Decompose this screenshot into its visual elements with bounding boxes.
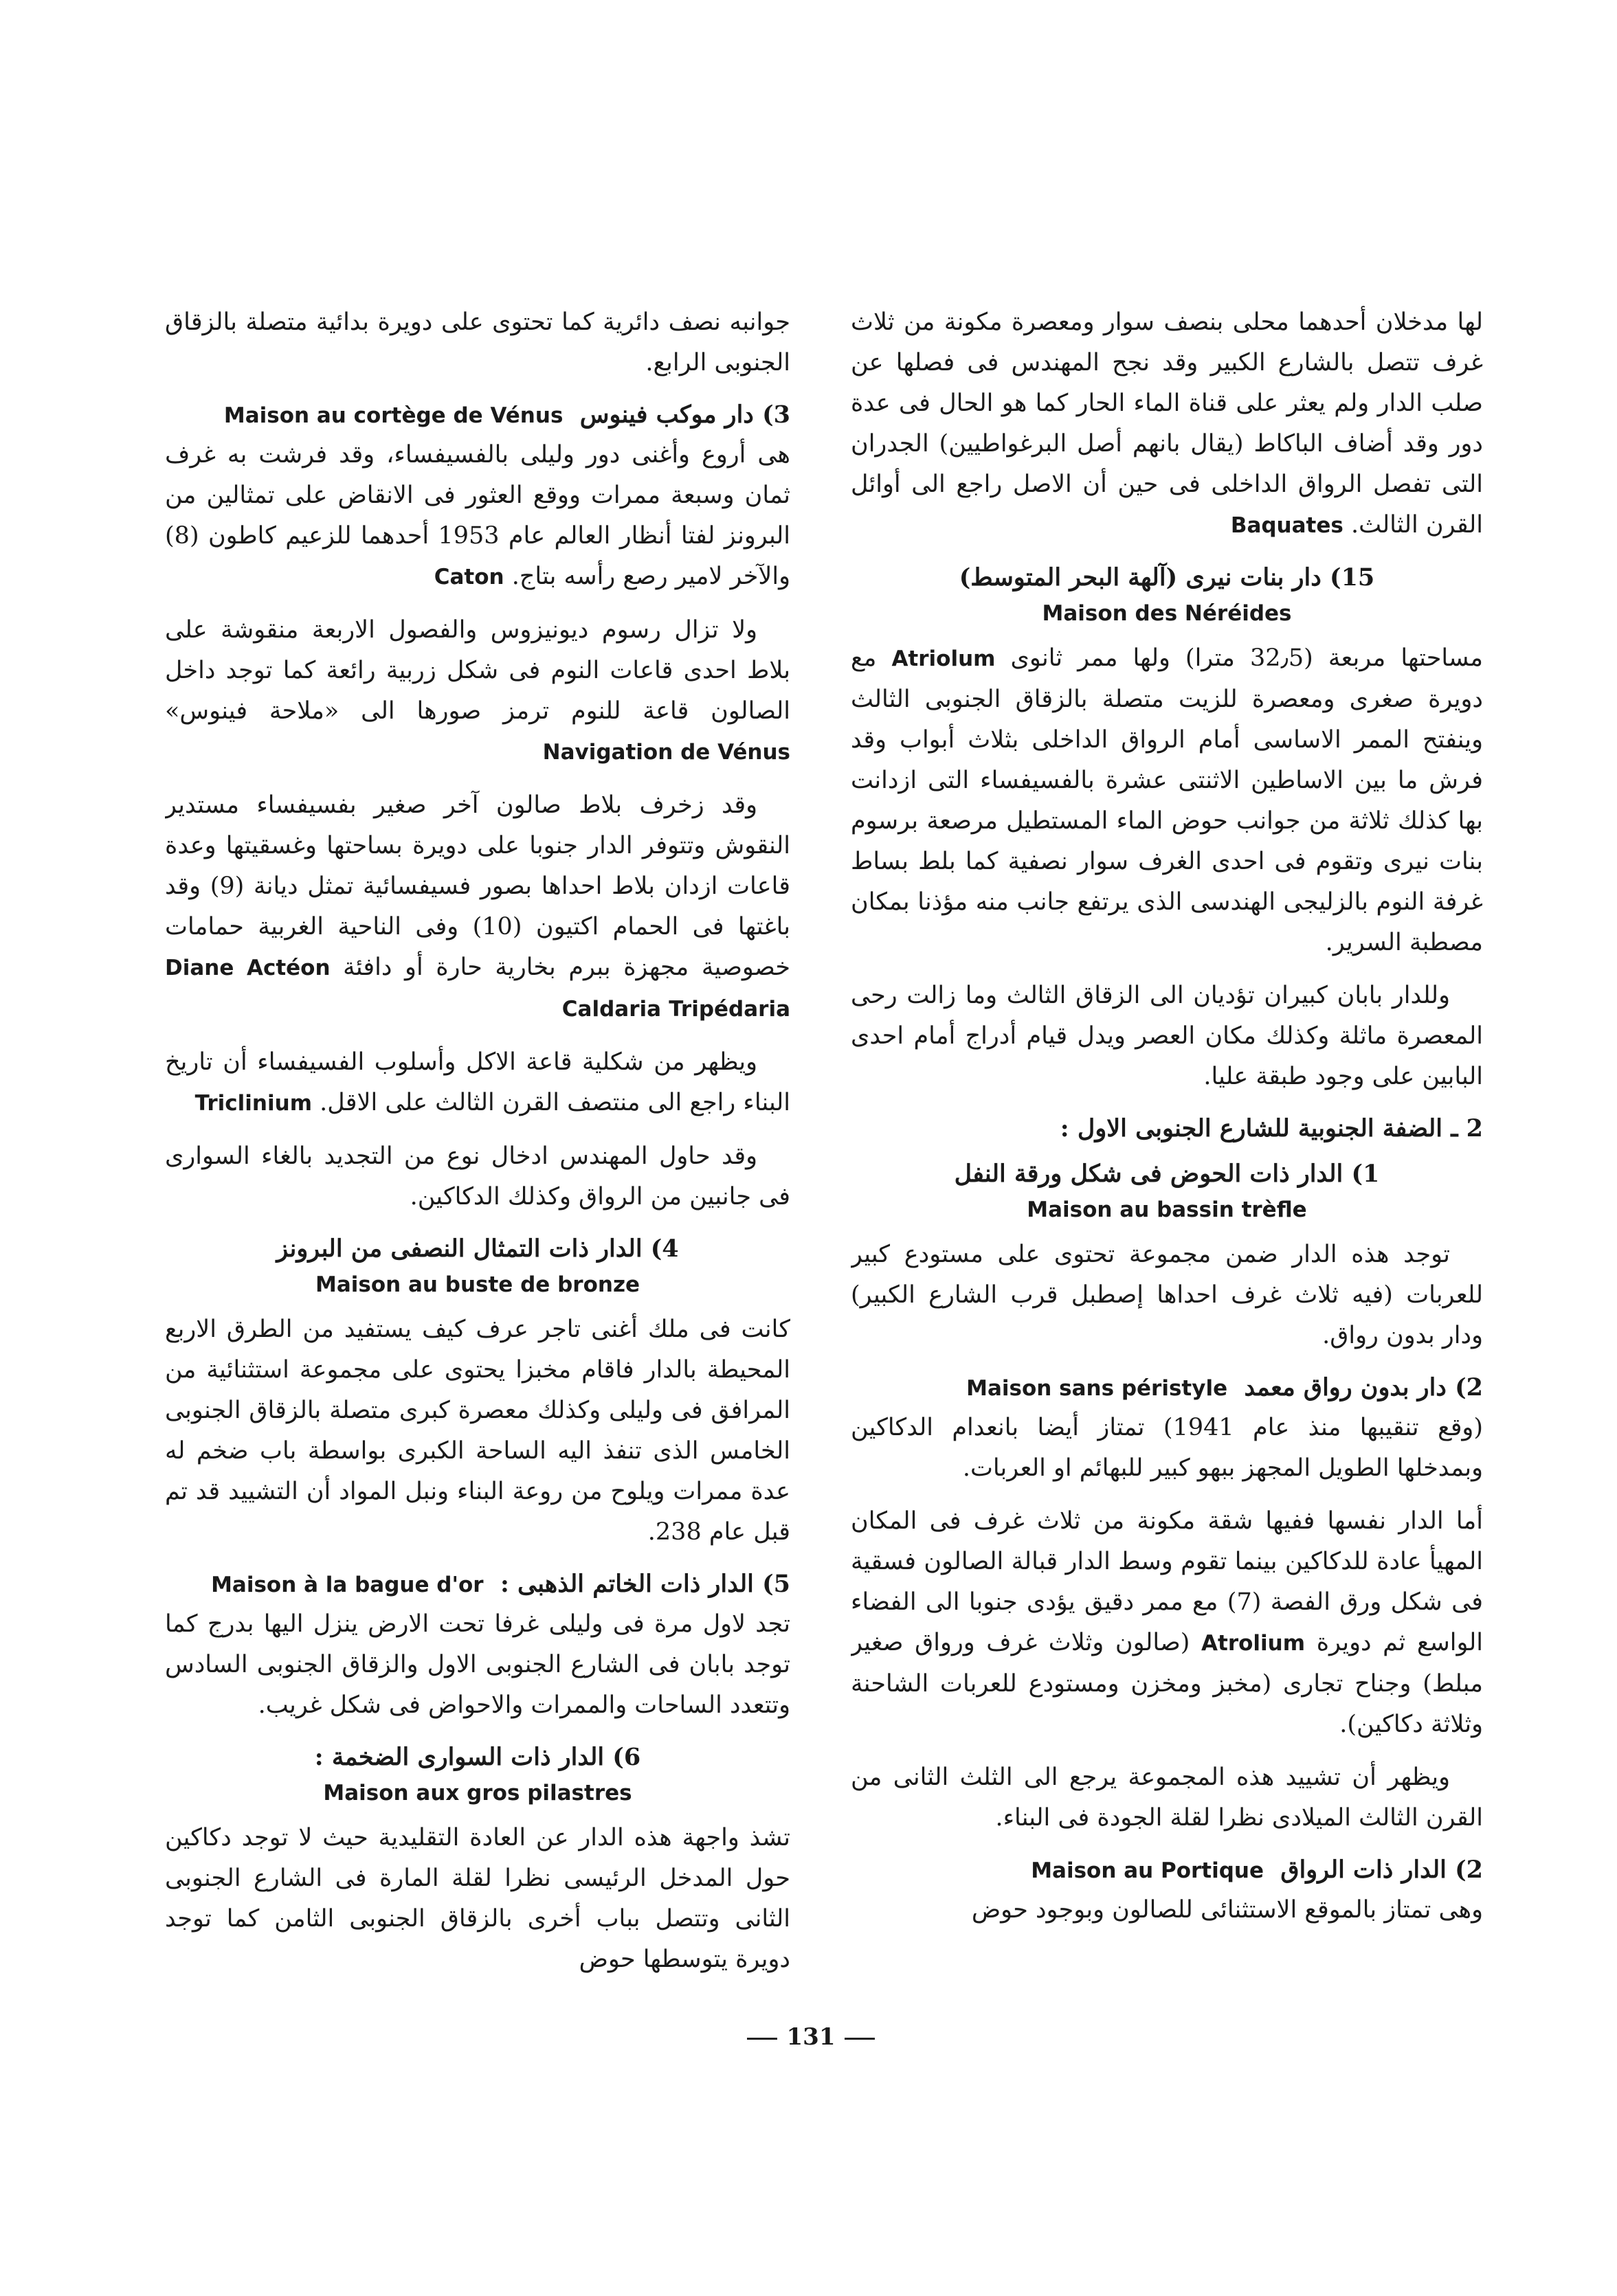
section-heading-latin: Maison au buste de bronze: [315, 1272, 640, 1297]
paragraph: وقد حاول المهندس ادخال نوع من التجديد بالغاء السوارى فى جانبين من الرواق وكذلك الدكاكين.: [165, 1143, 790, 1211]
paragraph: كانت فى ملك أغنى تاجر عرف كيف يستفيد من الطرق الاربع المحيطة بالدار فاقام مخبزا يحتوى على مجموعة استثنائية من المرافق فى وليلى وكذلك معصرة كبرى متصلة بالزقاق الجنوبى الخامس الذى تنفذ اليه الساحة الكبرى بواسطة باب ضخم له عدة ممرات ويلوح من روعة البناء ونبل المواد أن التشييد قد تم قبل عام 238.: [165, 1316, 790, 1546]
latin-term: Maison sans péristyle: [966, 1376, 1228, 1401]
paragraph: [851, 638, 1483, 963]
paragraph-text: ولا تزال رسوم ديونيزوس والفصول الاربعة منقوشة على بلاط احدى قاعات النوم فى شكل زربية رائعة كما توجد داخل الصالون قاعة للنوم ترمز صورها الى «ملاحة فينوس»: [165, 616, 790, 725]
paragraph: [165, 435, 790, 598]
latin-term: Maison au cortège de Vénus: [223, 403, 564, 428]
section-heading: [165, 1565, 790, 1604]
paragraph: توجد هذه الدار ضمن مجموعة تحتوى على مستودع كبير للعربات (فيه ثلاث غرف احداها إصطبل قرب الشارع الكبير) ودار بدون رواق.: [851, 1241, 1483, 1349]
latin-term: Actéon: [246, 956, 331, 980]
paragraph: ويظهر أن تشييد هذه المجموعة يرجع الى الثلث الثانى من القرن الثالث الميلادى نظرا لقلة الجودة فى البناء.: [851, 1764, 1483, 1832]
heading-text: 2) دار بدون رواق معمد: [1244, 1373, 1483, 1402]
paragraph-text: أما الدار نفسها ففيها شقة مكونة من ثلاث غرف فى المكان المهيأ عادة للدكاكين بينما تقوم وسط الدار قبالة الصالون فسقية فى شكل ورق الفصة (7) مع ممر دقيق يؤدى جنوبا الى الفضاء الواسع ثم دويرة: [851, 1507, 1483, 1656]
page-number-text: 131: [786, 2023, 836, 2051]
latin-term: Caldaria: [561, 997, 662, 1022]
paragraph: [851, 302, 1483, 546]
section-heading-latin: Maison aux gros pilastres: [323, 1781, 632, 1805]
section-heading: 6) الدار ذات السوارى الضخمة :: [314, 1743, 641, 1771]
section-heading: [851, 1369, 1483, 1408]
paragraph: [165, 785, 790, 1030]
latin-term: Maison à la bague d'or: [211, 1573, 484, 1597]
latin-term: Baquates: [1230, 513, 1343, 538]
page-number: [687, 2020, 935, 2054]
paragraph: (وقع تنقيبها منذ عام 1941) تمتاز أيضا بانعدام الدكاكين وبمدخلها الطويل المجهز ببهو كبير للبهائم او العربات.: [851, 1414, 1483, 1482]
paragraph: جوانبه نصف دائرية كما تحتوى على دويرة بدائية متصلة بالزقاق الجنوبى الرابع.: [165, 308, 790, 376]
paragraph: [165, 610, 790, 773]
paragraph-text: (صالون وثلاث غرف ورواق صغير مبلط) وجناح تجارى (مخبز ومخزن ومستودع للعربات الشاحنة وثلاثة دكاكين).: [851, 1629, 1483, 1738]
paragraph-text: لها مدخلان أحدهما محلى بنصف سوار ومعصرة مكونة من ثلاث غرف تتصل بالشارع الكبير وقد نجح المهندس فى فصلها عن صلب الدار ولم يعثر على قناة الماء الحار كما هو الحال فى عدة دور وقد أضاف الباكاط (يقال بانهم أصل البرغواطيين) الجدران التى تفصل الرواق الداخلى فى حين أن الاصل راجع الى أوائل القرن الثالث.: [851, 308, 1483, 539]
latin-term: Maison au Portique: [1031, 1858, 1264, 1883]
paragraph: وللدار بابان كبيران تؤديان الى الزقاق الثالث وما زالت رحى المعصرة ماثلة وكذلك مكان العصر ويدل قيام أدراج أمام احدى البابين على وجود طبقة عليا.: [851, 982, 1483, 1090]
paragraph: وهى تمتاز بالموقع الاستثنائى للصالون وبوجود حوض: [971, 1896, 1483, 1924]
latin-term: Atriolum: [891, 646, 996, 671]
heading-text: 3) دار موكب فينوس: [579, 401, 790, 429]
heading-text: 5) الدار ذات الخاتم الذهبى :: [500, 1570, 790, 1598]
section-heading: 2 ـ الضفة الجنوبية للشارع الجنوبى الاول :: [1060, 1114, 1483, 1143]
section-heading-latin: Maison au bassin trèfle: [1027, 1197, 1307, 1222]
page-number-dash: [747, 2038, 777, 2040]
section-heading: 15) دار بنات نيرى (آلهة البحر المتوسط): [959, 563, 1375, 592]
latin-term: Navigation de Vénus: [542, 740, 790, 765]
page-number-dash: [845, 2038, 875, 2040]
latin-term: Triclinium: [194, 1091, 312, 1116]
paragraph-text: ويظهر من شكلية قاعة الاكل وأسلوب الفسيفساء أن تاريخ البناء راجع الى منتصف القرن الثالث على الاقل.: [165, 1048, 790, 1116]
paragraph-text: مساحتها مربعة (32٫5 مترا) ولها ممر ثانوى: [1010, 644, 1483, 672]
paragraph-text: هى أروع وأغنى دور وليلى بالفسيفساء، وقد فرشت به غرف ثمان وسبعة ممرات ووقع العثور فى الانقاض على تمثالين من البرونز لفتا أنظار العالم عام 1953 أحدهما للزعيم كاطون (8) والآخر لامير رصع رأسه بتاج.: [165, 441, 790, 590]
paragraph-text: مع دويرة صغرى ومعصرة للزيت متصلة بالزقاق الجنوبى الثالث وينفتح الممر الاساسى أمام الرواق الداخلى بثلاث أبواب وقد فرش ما بين الاساطين الاثنتى عشرة بالفسيفساء التى ازدانت بها كذلك ثلاثة من جوانب حوض الماء المستطيل مرصعة برسوم بنات نيرى وتقوم فى احدى الغرف سوار نصفية كما بلط بساط غرفة النوم بالزليجى الهندسى الذى يرتفع جانب منه مؤذنا بمكان مصطبة السرير.: [851, 644, 1483, 956]
section-heading-latin: Maison des Néréides: [1042, 601, 1292, 626]
paragraph-text: وقد زخرف بلاط صالون آخر صغير بفسيفساء مستدير النقوش وتتوفر الدار جنوبا على دويرة بساحتها وغسقيتها وعدة قاعات ازدان بلاط احداها بصور فسيفسائية تمثل ديانة (9) وقد باغتها فى الحمام اكتيون (10) وفى الناحية الغربية حمامات خصوصية مجهزة ببرم بخارية حارة أو دافئة: [165, 791, 790, 981]
latin-term: Diane: [165, 956, 234, 980]
section-heading: 1) الدار ذات الحوض فى شكل ورقة النفل: [954, 1160, 1380, 1188]
heading-text: 2) الدار ذات الرواق: [1280, 1856, 1483, 1884]
latin-term: Atrolium: [1201, 1631, 1306, 1656]
right-column: [851, 302, 1483, 1979]
paragraph: [165, 1042, 790, 1124]
left-column: [165, 302, 790, 1979]
paragraph: تشذ واجهة هذه الدار عن العادة التقليدية حيث لا توجد دكاكين حول المدخل الرئيسى نظرا لقلة المارة فى الشارع الجنوبى الثانى وتتصل بباب أخرى بالزقاق الجنوبى الثامن كما توجد دويرة يتوسطها حوض: [165, 1824, 790, 1973]
section-heading: 4) الدار ذات التمثال النصفى من البرونز: [276, 1235, 679, 1263]
section-heading: [165, 396, 790, 435]
paragraph: تجد لاول مرة فى وليلى غرفا تحت الارض ينزل اليها بدرج كما توجد بابان فى الشارع الجنوبى الاول والزقاق الجنوبى السادس وتتعدد الساحات والممرات والاحواض فى شكل غريب.: [165, 1610, 790, 1719]
latin-term: Tripédaria: [669, 997, 790, 1022]
latin-term: Caton: [434, 565, 504, 589]
section-heading: [851, 1851, 1483, 1890]
paragraph: [851, 1501, 1483, 1745]
